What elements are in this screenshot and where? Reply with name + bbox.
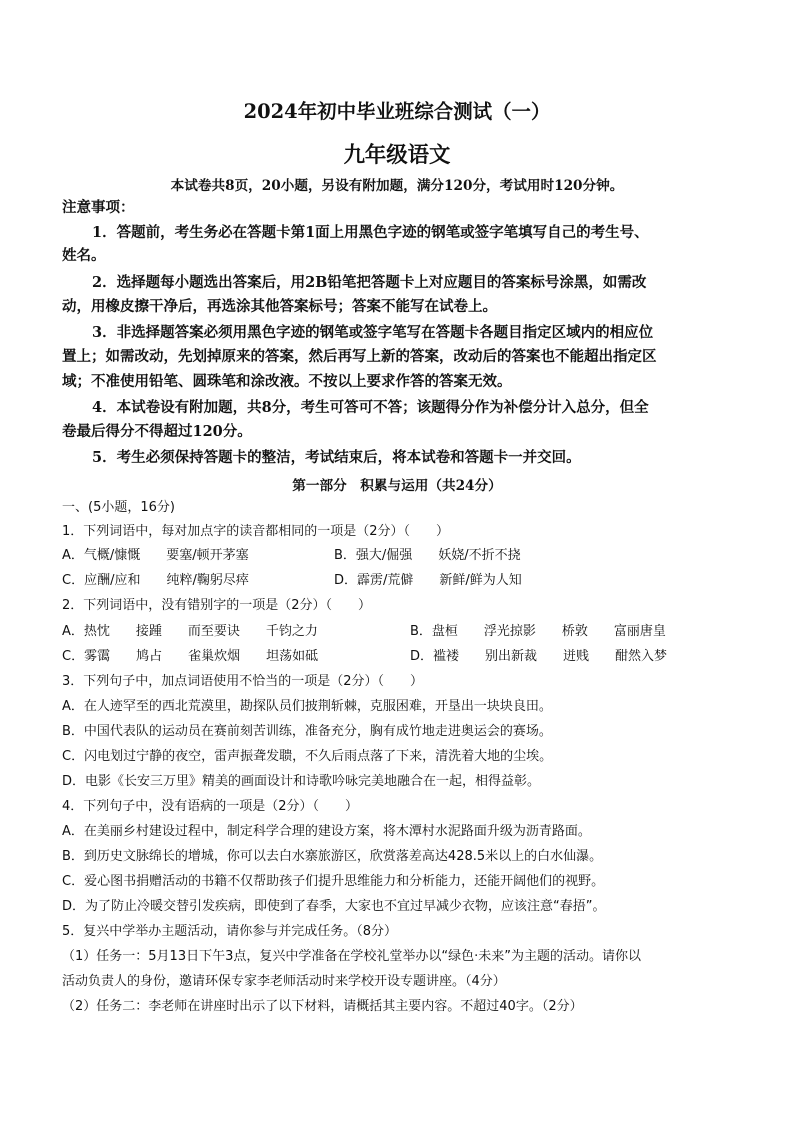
q1-option-b: B．强大/倔强 妖娆/不折不挠: [334, 548, 521, 563]
notice-item: 卷最后得分不得超过120分。: [62, 423, 252, 440]
q2-option-d: D．褴褛 别出新裁 迸贱 酣然入梦: [410, 649, 668, 664]
q2-option-b: B．盘桓 浮光掠影 桥敦 富丽唐皇: [410, 624, 666, 639]
notice-item: 姓名。: [62, 247, 106, 264]
question-1-stem: 1．下列词语中，每对加点字的读音都相同的一项是（2分）（ ）: [62, 524, 450, 539]
q2-option-a: A．热忱 接踵 而至要诀 千钧之力: [62, 624, 318, 639]
q3-option-a: A．在人迹罕至的西北荒漠里，勘探队员们披荆斩棘，克服困难，开垦出一块块良田。: [62, 699, 552, 714]
question-2-stem: 2．下列词语中，没有错别字的一项是（2分）（ ）: [62, 598, 372, 613]
exam-intro: 本试卷共8页，20小题，另设有附加题，满分120分，考试用时120分钟。: [170, 178, 624, 194]
notice-item: 域；不准使用铅笔、圆珠笔和涂改液。不按以上要求作答的答案无效。: [62, 373, 512, 390]
exam-subtitle: 九年级语文: [343, 143, 451, 168]
question-4-stem: 4．下列句子中，没有语病的一项是（2分）（ ）: [62, 799, 359, 814]
q1-option-d: D．霹雳/荒僻 新鲜/鲜为人知: [334, 573, 522, 588]
notice-item: 5．考生必须保持答题卡的整洁，考试结束后，将本试卷和答题卡一并交回。: [92, 449, 581, 466]
notice-item: 1．答题前，考生务必在答题卡第1面上用黑色字迹的钢笔或签字笔填写自己的考生号、: [92, 224, 649, 241]
q5-task-1-line-1: （1）任务一：5月13日下午3点，复兴中学准备在学校礼堂举办以“绿色·未来”为主题的活动。请你以: [62, 949, 641, 964]
notice-item: 3．非选择题答案必须用黑色字迹的钢笔或签字笔写在答题卡各题目指定区域内的相应位: [92, 324, 654, 341]
q5-task-2: （2）任务二：李老师在讲座时出示了以下材料，请概括其主要内容。不超过40字。（2分）: [62, 999, 583, 1014]
part-heading: 一、(5小题，16分): [62, 500, 175, 515]
notice-item: 4．本试卷设有附加题，共8分，考生可答可不答；该题得分作为补偿分计入总分，但全: [92, 399, 649, 416]
q2-option-c: C．雾霭 鸠占 雀巢炊烟 坦荡如砥: [62, 649, 319, 664]
q4-option-c: C．爱心图书捐赠活动的书籍不仅帮助孩子们提升思维能力和分析能力，还能开阔他们的视野。: [62, 874, 605, 889]
notice-item: 2．选择题每小题选出答案后，用2B铅笔把答题卡上对应题目的答案标号涂黑，如需改: [92, 274, 647, 291]
q4-option-d: D．为了防止冷暖交替引发疾病，即使到了春季，大家也不宜过早减少衣物，应该注意“春捂”。: [62, 899, 606, 914]
q3-option-d: D．电影《长安三万里》精美的画面设计和诗歌吟咏完美地融合在一起，相得益彰。: [62, 774, 541, 789]
q1-option-c: C．应酬/应和 纯粹/鞠躬尽瘁: [62, 573, 249, 588]
q4-option-b: B．到历史文脉绵长的增城，你可以去白水寨旅游区，欣赏落差高达428.5米以上的白水仙瀑。: [62, 849, 603, 864]
q1-option-a: A．气概/慷慨 要塞/顿开茅塞: [62, 548, 249, 563]
q3-option-b: B．中国代表队的运动员在赛前刻苦训练，准备充分，胸有成竹地走进奥运会的赛场。: [62, 724, 552, 739]
notice-item: 动，用橡皮擦干净后，再选涂其他答案标号；答案不能写在试卷上。: [62, 298, 497, 315]
notice-label: 注意事项：: [62, 199, 135, 216]
question-5-stem: 5．复兴中学举办主题活动，请你参与并完成任务。（8分）: [62, 924, 398, 939]
exam-title: 2024年初中毕业班综合测试（一）: [243, 100, 551, 123]
q4-option-a: A．在美丽乡村建设过程中，制定科学合理的建设方案，将木潭村水泥路面升级为沥青路面。: [62, 824, 591, 839]
q5-task-1-line-2: 活动负责人的身份，邀请环保专家李老师活动时来学校开设专题讲座。（4分）: [62, 974, 506, 989]
section-title: 第一部分 积累与运用（共24分）: [292, 478, 502, 494]
q3-option-c: C．闪电划过宁静的夜空，雷声振聋发聩，不久后雨点落了下来，清洗着大地的尘埃。: [62, 749, 553, 764]
notice-item: 置上；如需改动，先划掉原来的答案，然后再写上新的答案，改动后的答案也不能超出指定区: [62, 348, 657, 365]
question-3-stem: 3．下列句子中，加点词语使用不恰当的一项是（2分）（ ）: [62, 674, 424, 689]
